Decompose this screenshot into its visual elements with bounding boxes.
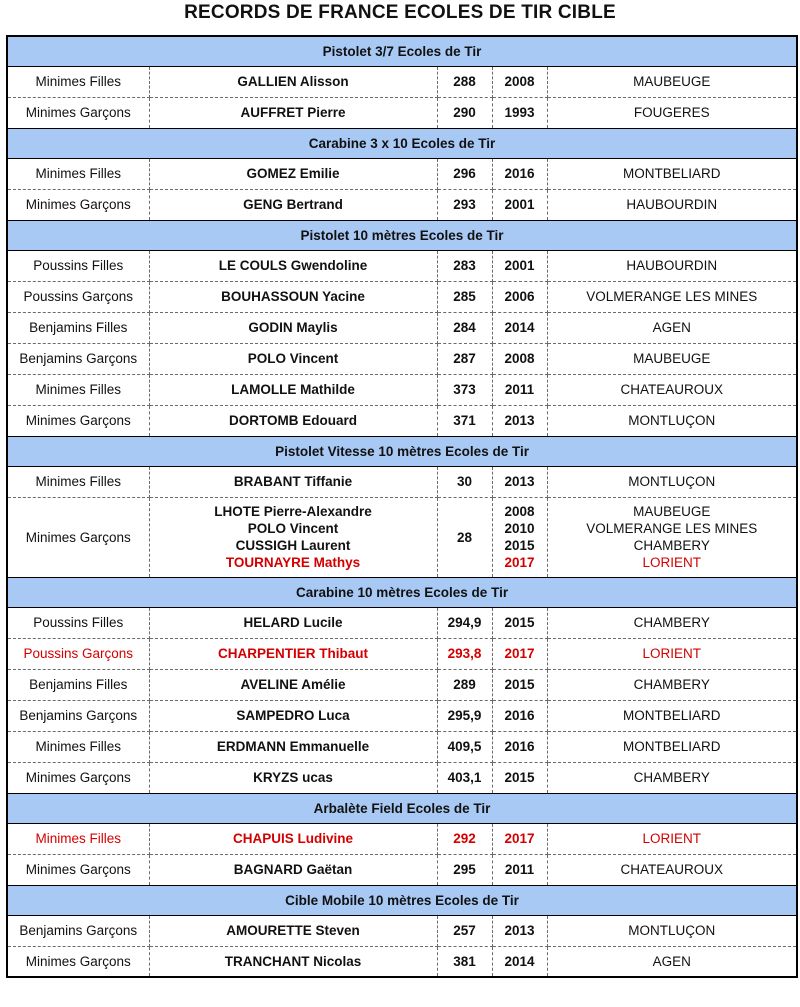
year-cell: 2008 [492,66,547,97]
section-title: Pistolet Vitesse 10 mètres Ecoles de Tir [7,436,797,466]
year-cell: 2011 [492,854,547,885]
score-cell: 289 [437,669,492,700]
place-cell: AGEN [547,312,797,343]
category-cell: Poussins Garçons [7,281,149,312]
record-row [7,281,797,312]
record-year: 2010 [504,521,535,536]
record-year: 2008 [504,504,535,519]
record-row [7,374,797,405]
category-cell: Benjamins Garçons [7,915,149,946]
category-cell: Minimes Garçons [7,97,149,128]
record-row [7,497,797,577]
category-cell: Benjamins Garçons [7,700,149,731]
category-cell: Minimes Garçons [7,854,149,885]
year-cell: 2016 [492,731,547,762]
place-cell: MONTBELIARD [547,731,797,762]
year-cell: 2001 [492,250,547,281]
score-cell: 293,8 [437,638,492,669]
section-header-row [7,793,797,823]
year-cell: 2006 [492,281,547,312]
shooter-name-cell: POLO Vincent [149,343,437,374]
place-cell: VOLMERANGE LES MINES [547,281,797,312]
record-place: MAUBEUGE [633,504,711,519]
record-row [7,189,797,220]
score-cell: 292 [437,823,492,854]
category-cell: Minimes Filles [7,823,149,854]
category-cell: Minimes Filles [7,731,149,762]
shooter-name-cell: AUFFRET Pierre [149,97,437,128]
records-table [6,35,798,978]
category-cell: Poussins Filles [7,250,149,281]
section-title: Arbalète Field Ecoles de Tir [7,793,797,823]
year-cell: 2013 [492,405,547,436]
year-cell: 2017 [492,823,547,854]
shooter-name-cell: DORTOMB Edouard [149,405,437,436]
category-cell: Minimes Garçons [7,405,149,436]
shooter-name-cell: LAMOLLE Mathilde [149,374,437,405]
record-row [7,312,797,343]
shooter-name-cell: BOUHASSOUN Yacine [149,281,437,312]
shooter-name: CUSSIGH Laurent [235,538,351,553]
year-cell: 2013 [492,466,547,497]
category-cell: Minimes Garçons [7,762,149,793]
category-cell: Minimes Filles [7,466,149,497]
score-cell: 373 [437,374,492,405]
score-cell: 295 [437,854,492,885]
section-header-row [7,220,797,250]
category-cell: Benjamins Filles [7,312,149,343]
section-header-row [7,577,797,607]
shooter-name-cell: BRABANT Tiffanie [149,466,437,497]
score-cell: 294,9 [437,607,492,638]
score-cell: 28 [437,497,492,577]
place-cell: LORIENT [547,823,797,854]
record-row [7,250,797,281]
shooter-name-cell: TRANCHANT Nicolas [149,946,437,977]
place-cell: MAUBEUGE [547,66,797,97]
place-cell: AGEN [547,946,797,977]
category-cell: Minimes Garçons [7,497,149,577]
record-place: CHAMBERY [633,538,710,553]
score-cell: 257 [437,915,492,946]
year-cell: 2015 [492,607,547,638]
record-row [7,669,797,700]
record-row [7,854,797,885]
place-cell: MONTLUÇON [547,405,797,436]
record-row [7,97,797,128]
place-cell [547,497,797,577]
record-row [7,638,797,669]
shooter-name-cell: BAGNARD Gaëtan [149,854,437,885]
place-cell: CHATEAUROUX [547,374,797,405]
year-cell: 2008 [492,343,547,374]
score-cell: 409,5 [437,731,492,762]
place-cell: FOUGERES [547,97,797,128]
score-cell: 295,9 [437,700,492,731]
shooter-name-cell: GOMEZ Emilie [149,158,437,189]
record-row [7,731,797,762]
score-cell: 285 [437,281,492,312]
record-row [7,66,797,97]
place-cell: MONTLUÇON [547,466,797,497]
place-cell: HAUBOURDIN [547,250,797,281]
shooter-name-cell: HELARD Lucile [149,607,437,638]
year-cell: 1993 [492,97,547,128]
record-row [7,700,797,731]
category-cell: Minimes Filles [7,158,149,189]
year-cell: 2016 [492,158,547,189]
record-row [7,466,797,497]
shooter-name-cell: AMOURETTE Steven [149,915,437,946]
shooter-name: TOURNAYRE Mathys [225,555,361,570]
year-cell: 2014 [492,312,547,343]
category-cell: Minimes Garçons [7,946,149,977]
year-cell: 2015 [492,669,547,700]
place-cell: MONTBELIARD [547,700,797,731]
record-year: 2017 [504,555,535,570]
score-cell: 381 [437,946,492,977]
section-header-row [7,885,797,915]
year-cell: 2015 [492,762,547,793]
year-cell: 2011 [492,374,547,405]
record-place: LORIENT [642,555,702,570]
shooter-name-cell: CHARPENTIER Thibaut [149,638,437,669]
place-cell: CHAMBERY [547,669,797,700]
category-cell: Minimes Filles [7,66,149,97]
section-title: Pistolet 3/7 Ecoles de Tir [7,36,797,66]
record-row [7,915,797,946]
place-cell: MAUBEUGE [547,343,797,374]
section-title: Carabine 10 mètres Ecoles de Tir [7,577,797,607]
category-cell: Poussins Filles [7,607,149,638]
shooter-name-cell: LE COULS Gwendoline [149,250,437,281]
record-place: VOLMERANGE LES MINES [586,521,758,536]
shooter-name-cell: CHAPUIS Ludivine [149,823,437,854]
section-header-row [7,436,797,466]
shooter-name-cell: ERDMANN Emmanuelle [149,731,437,762]
category-cell: Minimes Garçons [7,189,149,220]
record-row [7,946,797,977]
record-row [7,343,797,374]
section-title: Pistolet 10 mètres Ecoles de Tir [7,220,797,250]
section-title: Cible Mobile 10 mètres Ecoles de Tir [7,885,797,915]
place-cell: CHAMBERY [547,607,797,638]
score-cell: 287 [437,343,492,374]
category-cell: Benjamins Filles [7,669,149,700]
score-cell: 293 [437,189,492,220]
place-cell: CHAMBERY [547,762,797,793]
shooter-name-cell: GODIN Maylis [149,312,437,343]
place-cell: MONTBELIARD [547,158,797,189]
score-cell: 403,1 [437,762,492,793]
record-row [7,762,797,793]
record-row [7,607,797,638]
place-cell: HAUBOURDIN [547,189,797,220]
category-cell: Poussins Garçons [7,638,149,669]
shooter-name-cell: AVELINE Amélie [149,669,437,700]
category-cell: Minimes Filles [7,374,149,405]
score-cell: 290 [437,97,492,128]
section-title: Carabine 3 x 10 Ecoles de Tir [7,128,797,158]
year-cell: 2014 [492,946,547,977]
score-cell: 371 [437,405,492,436]
record-row [7,823,797,854]
shooter-name-cell: GENG Bertrand [149,189,437,220]
section-header-row [7,128,797,158]
record-year: 2015 [504,538,535,553]
score-cell: 296 [437,158,492,189]
place-cell: CHATEAUROUX [547,854,797,885]
category-cell: Benjamins Garçons [7,343,149,374]
year-cell: 2016 [492,700,547,731]
score-cell: 283 [437,250,492,281]
score-cell: 284 [437,312,492,343]
page-title: RECORDS DE FRANCE ECOLES DE TIR CIBLE [184,2,616,23]
shooter-name-cell: SAMPEDRO Luca [149,700,437,731]
year-cell [492,497,547,577]
shooter-name: POLO Vincent [247,521,339,536]
record-row [7,405,797,436]
shooter-name-cell: KRYZS ucas [149,762,437,793]
shooter-name-cell [149,497,437,577]
place-cell: LORIENT [547,638,797,669]
score-cell: 30 [437,466,492,497]
records-body [7,36,797,977]
year-cell: 2017 [492,638,547,669]
record-row [7,158,797,189]
section-header-row [7,36,797,66]
year-cell: 2013 [492,915,547,946]
shooter-name-cell: GALLIEN Alisson [149,66,437,97]
score-cell: 288 [437,66,492,97]
year-cell: 2001 [492,189,547,220]
place-cell: MONTLUÇON [547,915,797,946]
shooter-name: LHOTE Pierre-Alexandre [214,504,372,519]
